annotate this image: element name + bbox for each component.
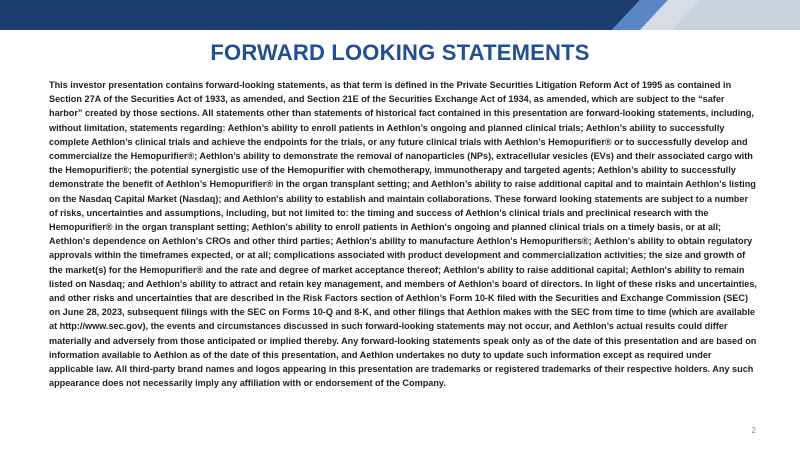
- disclaimer-paragraph: This investor presentation contains forward-looking statements, as that term is defined in the Private Securities Litigation Reform Act of 1995 as contained in Section 27A of the Securities Act of 1933, as amended, and Section 21E of the Securities Exchange Act of 1934, as amended, which are subject to the “safer harbor” created by those sections. All statements other than statements of historical fact contained in this presentation are forward-looking statements, including, without limitation, statements regarding: Aethlon’s ability to enroll patients in Aethlon’s ongoing and planned clinical trials; Aethlon’s ability to successfully complete Aethlon’s clinical trials and achieve the endpoints for the trials, or any future clinical trials with Aethlon’s Hemopurifier® or to successfully develop and commercialize the Hemopurifier®; Aethlon’s ability to demonstrate the removal of nanoparticles (NPs), extracellular vesicles (EVs) and their associated cargo with the Hemopurifier®; the potential synergistic use of the Hemopurifier with chemotherapy, immunotherapy and targeted agents; Aethlon’s ability to successfully demonstrate the benefit of Aethlon’s Hemopurifier® in the organ transplant setting; and Aethlon’s ability to raise additional capital and to maintain Aethlon's listing on the Nasdaq Capital Market (Nasdaq); and Aethlon's ability to establish and maintain collaborations. These forward looking statements are subject to a number of risks, uncertainties and assumptions, including, but not limited to: the timing and success of Aethlon's clinical trials and preclinical research with the Hemopurifier® in the organ transplant setting; Aethlon's ability to enroll patients in Aethlon's ongoing and planned clinical trials on a timely basis, or at all; Aethlon's dependence on Aethlon's CROs and other third parties; Aethlon's ability to manufacture Aethlon's Hemopurifiers®; Aethlon's ability to obtain regulatory approvals within the timeframes expected, or at all; complications associated with product development and commercialization activities; the size and growth of the market(s) for the Hemopurifier® and the rate and degree of market acceptance thereof; Aethlon's ability to raise additional capital; Aethlon's ability to remain listed on Nasdaq; and Aethlon's ability to attract and retain key management, and members of Aethlon's board of directors. In light of these risks and uncertainties, and other risks and uncertainties that are described in the Risk Factors section of Aethlon’s Form 10-K filed with the Securities and Exchange Commission (SEC) on June 28, 2023, subsequent filings with the SEC on Forms 10-Q and 8-K, and other filings that Aethlon makes with the SEC from time to time (which are available at http://www.sec.gov), the events and circumstances discussed in such forward-looking statements may not occur, and Aethlon’s actual results could differ materially and adversely from those anticipated or implied thereby. Any forward-looking statements speak only as of the date of this presentation and are based on information available to Aethlon as of the date of this presentation, and Aethlon undertakes no duty to update such information except as required under applicable law. All third-party brand names and logos appearing in this presentation are trademarks or registered trademarks of their respective holders. Any such appearance does not necessarily imply any affiliation with or endorsement of the Company.: [49, 80, 757, 389]
- page-number: 2: [751, 426, 756, 435]
- band-navy-shape: [0, 0, 640, 30]
- page-title: FORWARD LOOKING STATEMENTS: [210, 40, 590, 65]
- top-band-chevron-icon: [0, 0, 800, 30]
- top-decorative-band: [0, 0, 800, 30]
